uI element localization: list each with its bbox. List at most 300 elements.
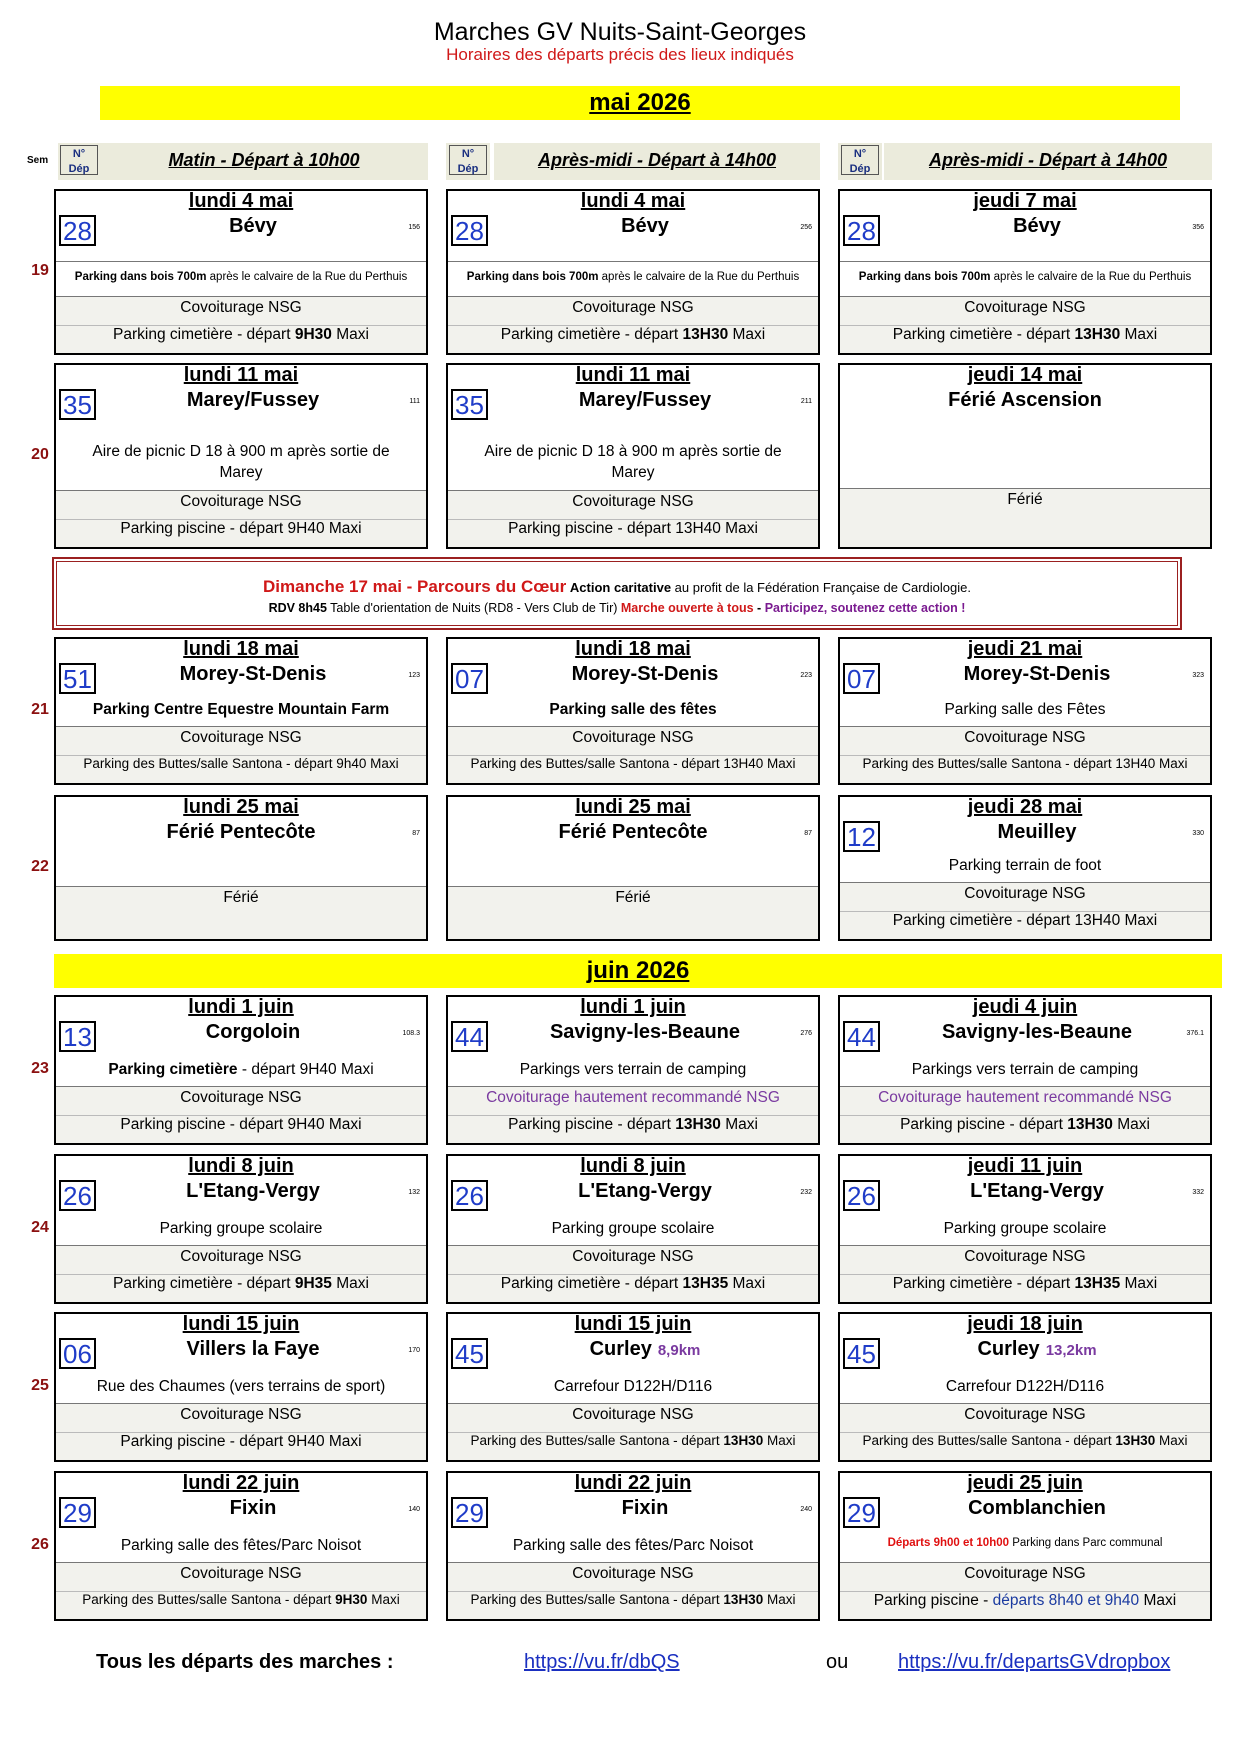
departure-number: 35 [59,389,96,420]
footer-link-dropbox[interactable]: https://vu.fr/departsGVdropbox [898,1651,1171,1673]
carpool-text: Covoiturage NSG [180,1089,302,1106]
departure-line [56,1116,426,1134]
walk-date: lundi 25 mai [183,796,299,818]
meeting-location [840,857,1210,875]
carpool-section [448,1245,818,1302]
departure-line [56,326,426,344]
departure-place: Parking des Buttes/salle Santona - départ [82,1592,336,1607]
departure-line [840,1592,1210,1610]
meeting-location [448,443,818,461]
walk-place [492,1180,798,1203]
walk-date: lundi 1 juin [188,996,294,1018]
meeting-location [56,1537,426,1555]
departure-number: 12 [843,821,880,852]
walk-code: 223 [800,672,812,679]
carpool-text: Covoiturage hautement recommandé NSG [486,1089,780,1106]
walk-place [884,1338,1190,1361]
place-name: L'Etang-Vergy [578,1180,712,1202]
carpool-line [840,299,1210,317]
divider [840,911,1210,912]
week-number: 19 [31,262,49,279]
departure-maxi: Maxi [367,1592,400,1607]
ferie-section [840,488,1210,547]
sem-header: Sem [27,155,49,166]
walk-place [100,663,406,686]
walk-place [884,1497,1190,1520]
departure-place: Parking des Buttes/salle Santona - départ [470,1592,724,1607]
departure-line [56,1433,426,1451]
departure-maxi: Maxi [763,1592,796,1607]
walk-place [100,1021,406,1044]
walk-card [446,637,820,785]
divider [840,1274,1210,1275]
carpool-text: Covoiturage NSG [180,1565,302,1582]
departure-number: 28 [59,215,96,246]
carpool-section [448,1403,818,1460]
walk-place [840,389,1210,412]
week-number: 23 [31,1060,49,1077]
place-name: Savigny-les-Beaune [549,1021,741,1043]
walk-card [446,363,820,549]
week-number: 24 [31,1219,49,1236]
header-column-2: Après-midi - Départ à 14h00 [494,143,820,180]
place-name: Bévy [621,215,669,237]
departure-text: Parking piscine - départ 9H40 Maxi [120,1433,362,1450]
carpool-text: Covoiturage NSG [964,1248,1086,1265]
walk-code: 276 [800,1030,812,1037]
carpool-line [840,885,1210,903]
place-name: Marey/Fussey [578,389,712,411]
carpool-section [56,296,426,353]
carpool-text: Covoiturage hautement recommandé NSG [878,1089,1172,1106]
meeting-location [448,1220,818,1238]
walk-date: jeudi 14 mai [967,364,1083,386]
place-name: Fixin [229,1497,277,1519]
walk-place [448,821,818,844]
walk-place [100,1180,406,1203]
carpool-line [448,299,818,317]
location-bold: Parking dans bois 700m [858,271,991,283]
walk-place [56,821,426,844]
parcours-du-coeur-banner [52,557,1182,630]
carpool-line [56,1089,426,1107]
walk-date: lundi 4 mai [188,190,294,212]
place-name: L'Etang-Vergy [186,1180,320,1202]
week-number: 26 [31,1536,49,1553]
divider [448,519,818,520]
walk-date: lundi 11 mai [183,364,299,386]
place-name: Curley [977,1338,1040,1360]
departure-text: Parking cimetière - départ 13H40 Maxi [892,912,1158,929]
location-line-1: Aire de picnic D 18 à 900 m après sortie de [484,443,782,460]
departure-place: Parking cimetière - départ [500,1275,683,1292]
divider [840,1591,1210,1592]
departure-number: 29 [451,1497,488,1528]
banner-open: Marche ouverte à tous [620,601,754,615]
banner-line-1 [57,577,1177,597]
location-text: - départ 9H40 Maxi [237,1061,374,1078]
divider [840,755,1210,756]
month-heading-mai: mai 2026 [100,86,1180,120]
walk-code: 170 [408,1347,420,1354]
walk-place [100,389,406,412]
num-label: N° [853,148,867,160]
walk-date: jeudi 11 juin [967,1155,1083,1177]
divider [56,261,426,262]
header-column-1: Matin - Départ à 10h00 [100,143,428,180]
departure-maxi: Maxi [331,1275,369,1292]
location-text: Carrefour D122H/D116 [553,1378,713,1395]
departure-time: 13H35 [1074,1275,1121,1292]
walk-date: jeudi 4 juin [972,996,1078,1018]
divider [840,325,1210,326]
walk-code: 232 [800,1189,812,1196]
walk-card [446,1312,820,1462]
walk-code: 123 [408,672,420,679]
header-column-3: Après-midi - Départ à 14h00 [884,143,1212,180]
departure-number: 07 [843,663,880,694]
carpool-section [56,1245,426,1302]
walk-card [838,1312,1212,1462]
carpool-section [840,1086,1210,1143]
departure-maxi: Maxi [763,1433,796,1448]
walk-code: 240 [800,1506,812,1513]
place-name: Bévy [229,215,277,237]
departure-place: Parking cimetière - départ [500,326,683,343]
carpool-line [840,729,1210,747]
meeting-location [840,1220,1210,1238]
walk-code: 108.3 [402,1030,420,1037]
place-name: Curley [589,1338,652,1360]
divider [840,1115,1210,1116]
departure-place: Parking cimetière - départ [113,1275,295,1292]
departure-line [840,1275,1210,1293]
departure-place: Parking piscine - départ [508,1116,676,1133]
divider [448,261,818,262]
departure-text: Parking des Buttes/salle Santona - départ 13H40 Maxi [470,756,796,771]
location-text: Parking groupe scolaire [159,1220,323,1237]
place-name: Bévy [1013,215,1061,237]
carpool-text: Covoiturage NSG [180,1248,302,1265]
dep-label: Dép [849,163,871,175]
walk-card [838,637,1212,785]
carpool-line [840,1089,1210,1107]
carpool-section [840,882,1210,939]
departure-line [56,1275,426,1293]
meeting-location [448,1061,818,1079]
divider [56,1115,426,1116]
meeting-location [840,271,1210,283]
footer-label: Tous les départs des marches : [96,1651,394,1673]
location-text: Parking salle des fêtes/Parc Noisot [512,1537,754,1554]
meeting-location [840,1061,1210,1079]
dep-label: Dép [68,163,90,175]
carpool-text: Covoiturage NSG [180,729,302,746]
walk-card [446,1154,820,1304]
walk-card [838,1471,1212,1621]
divider [56,1274,426,1275]
meeting-location [840,701,1210,719]
ferie-section [448,886,818,939]
walk-place [884,215,1190,238]
carpool-section [840,1245,1210,1302]
walk-code: 323 [1192,672,1204,679]
departure-maxi: Maxi [1155,1433,1188,1448]
meeting-location [448,701,818,719]
divider [448,1432,818,1433]
departure-time: 13H30 [682,326,729,343]
carpool-line [56,1406,426,1424]
walk-code: 211 [800,398,812,405]
ferie-line [56,889,426,907]
walk-card [54,363,428,549]
carpool-line [448,729,818,747]
walk-card [838,1154,1212,1304]
header-num-dep-2 [446,143,490,180]
location-text: Parking groupe scolaire [551,1220,715,1237]
walk-card [54,637,428,785]
departure-number: 28 [451,215,488,246]
meeting-location [56,1220,426,1238]
carpool-line [56,299,426,317]
departure-time: 13H30 [1074,326,1121,343]
ferie-line [448,889,818,907]
meeting-location [840,1378,1210,1396]
ferie-label: Férié [615,889,651,906]
departure-maxi: Maxi [1139,1592,1177,1609]
departure-number: 28 [843,215,880,246]
ferie-label: Férié [223,889,259,906]
walk-place [492,663,798,686]
departure-number: 45 [451,1338,488,1369]
walk-place [100,1497,406,1520]
carpool-section [56,490,426,547]
walk-place [884,821,1190,844]
location-text: Parking salle des fêtes/Parc Noisot [120,1537,362,1554]
meeting-location [56,443,426,461]
departure-place: Parking piscine - [873,1592,993,1609]
departure-number: 44 [451,1021,488,1052]
num-label: N° [72,148,86,160]
location-text: après le calvaire de la Rue du Perthuis [990,271,1192,283]
location-text: Rue des Chaumes (vers terrains de sport) [96,1378,386,1395]
page-title: Marches GV Nuits-Saint-Georges [433,18,807,46]
departure-number: 07 [451,663,488,694]
walk-code: 356 [1192,224,1204,231]
carpool-text: Covoiturage NSG [180,299,302,316]
departure-line [448,1433,818,1448]
place-name: Fixin [621,1497,669,1519]
walk-card [446,995,820,1145]
place-name: Villers la Faye [186,1338,320,1360]
banner-action: Action caritative [569,580,672,595]
carpool-line [840,1565,1210,1583]
carpool-text: Covoiturage NSG [964,299,1086,316]
walk-card [54,1471,428,1621]
walk-code: 87 [412,830,420,837]
departure-maxi: Maxi [720,1116,758,1133]
location-text: après le calvaire de la Rue du Perthuis [206,271,408,283]
departure-time: 13H30 [1067,1116,1113,1133]
num-label: N° [461,148,475,160]
departure-text: Parking piscine - départ 13H40 Maxi [508,520,758,537]
walk-code: 376.1 [1186,1030,1204,1037]
departure-time: 9H30 [294,326,332,343]
divider [448,325,818,326]
place-name: Morey-St-Denis [963,663,1111,685]
carpool-section [448,296,818,353]
carpool-text: Covoiturage NSG [572,1565,694,1582]
carpool-line [56,729,426,747]
carpool-text: Covoiturage NSG [572,299,694,316]
walk-date: lundi 15 juin [574,1313,692,1335]
departure-place: Parking cimetière - départ [113,326,295,343]
location-text: Parking dans Parc communal [1009,1537,1163,1549]
carpool-line [840,1248,1210,1266]
walk-date: lundi 22 juin [574,1472,692,1494]
meeting-location [448,1537,818,1555]
departure-line [448,520,818,538]
walk-place [492,1021,798,1044]
divider [56,1591,426,1592]
meeting-location-2 [448,464,818,482]
departure-time: 13H30 [723,1433,764,1448]
departure-line [448,326,818,344]
location-text: Parking salle des Fêtes [944,701,1106,718]
carpool-line [448,493,818,511]
departure-text: Parking piscine - départ 9H40 Maxi [120,1116,362,1133]
departure-line [448,1592,818,1607]
walk-date: lundi 4 mai [580,190,686,212]
banner-line-2 [57,601,1177,615]
walk-date: lundi 8 juin [188,1155,294,1177]
divider [56,519,426,520]
walk-card [446,795,820,941]
departure-line [840,1433,1210,1448]
location-bold: Parking dans bois 700m [466,271,599,283]
place-name: Comblanchien [968,1497,1106,1519]
departure-number: 26 [59,1180,96,1211]
departure-number: 35 [451,389,488,420]
walk-code: 132 [408,1189,420,1196]
departure-place: Parking des Buttes/salle Santona - départ [862,1433,1116,1448]
ferie-line [840,491,1210,509]
departure-number: 45 [843,1338,880,1369]
location-bold: Parking dans bois 700m [74,271,207,283]
walk-card [54,995,428,1145]
walk-card [54,1154,428,1304]
departure-time: 13H30 [675,1116,721,1133]
divider [56,325,426,326]
carpool-section [448,1562,818,1619]
header-num-dep-1 [58,143,100,180]
divider [448,755,818,756]
carpool-text: Covoiturage NSG [964,729,1086,746]
walk-date: jeudi 25 juin [967,1472,1083,1494]
footer-link-dbqs[interactable]: https://vu.fr/dbQS [524,1651,680,1673]
week-number: 20 [31,446,49,463]
week-number: 21 [31,701,49,718]
walk-date: lundi 8 juin [580,1155,686,1177]
walk-place [884,1180,1190,1203]
departure-number: 06 [59,1338,96,1369]
carpool-section [56,726,426,783]
departure-line [448,1275,818,1293]
walk-distance: 13,2km [1045,1342,1097,1359]
location-text: Parking terrain de foot [948,857,1102,874]
walk-date: lundi 18 mai [575,638,691,660]
place-name: Meuilley [997,821,1077,843]
departure-line [56,756,426,771]
divider [56,755,426,756]
walk-distance: 8,9km [657,1342,701,1359]
location-text: Parkings vers terrain de camping [519,1061,747,1078]
divider [448,1115,818,1116]
departure-time: 13H30 [723,1592,764,1607]
place-name: Férié Ascension [948,389,1102,411]
departure-number: 44 [843,1021,880,1052]
divider [56,1432,426,1433]
page-subtitle: Horaires des départs précis des lieux indiqués [446,45,794,64]
departure-number: 26 [843,1180,880,1211]
location-line-1: Aire de picnic D 18 à 900 m après sortie de [92,443,390,460]
departure-number: 13 [59,1021,96,1052]
departure-maxi: Maxi [1112,1116,1150,1133]
walk-place [100,215,406,238]
departure-line [56,1592,426,1607]
walk-card [54,1312,428,1462]
departure-line [56,520,426,538]
walk-place [492,1338,798,1361]
ferie-section [56,886,426,939]
walk-date: jeudi 18 juin [967,1313,1083,1335]
carpool-text: Covoiturage NSG [572,1248,694,1265]
departure-maxi: Maxi [1120,326,1158,343]
walk-code: 140 [408,1506,420,1513]
walk-card [446,189,820,355]
departure-number: 29 [843,1497,880,1528]
walk-date: lundi 1 juin [580,996,686,1018]
footer-or: ou [826,1651,849,1673]
week-number: 25 [31,1377,49,1394]
location-text: après le calvaire de la Rue du Perthuis [598,271,800,283]
walk-code: 156 [408,224,420,231]
walk-code: 332 [1192,1189,1204,1196]
walk-date: lundi 25 mai [575,796,691,818]
walk-date: lundi 11 mai [575,364,691,386]
departure-text: Parking des Buttes/salle Santona - départ 9h40 Maxi [83,756,399,771]
departure-maxi: Maxi [331,326,369,343]
carpool-text: Covoiturage NSG [180,1406,302,1423]
departure-place: Parking piscine - départ [900,1116,1068,1133]
carpool-section [56,1403,426,1460]
walk-place [492,1497,798,1520]
place-name: Corgoloin [205,1021,301,1043]
carpool-text: Covoiturage NSG [964,1406,1086,1423]
location-bold: Parking cimetière [108,1061,238,1078]
departure-line [840,756,1210,771]
meeting-location [56,1061,426,1079]
departure-times-note: Départs 9h00 et 10h00 [887,1537,1010,1549]
walk-code: 87 [804,830,812,837]
walk-code: 330 [1192,830,1204,837]
departure-number: 51 [59,663,96,694]
walk-card [446,1471,820,1621]
walk-date: lundi 15 juin [182,1313,300,1335]
departure-text: Parking des Buttes/salle Santona - départ 13H40 Maxi [862,756,1188,771]
carpool-section [448,726,818,783]
departure-line [840,326,1210,344]
